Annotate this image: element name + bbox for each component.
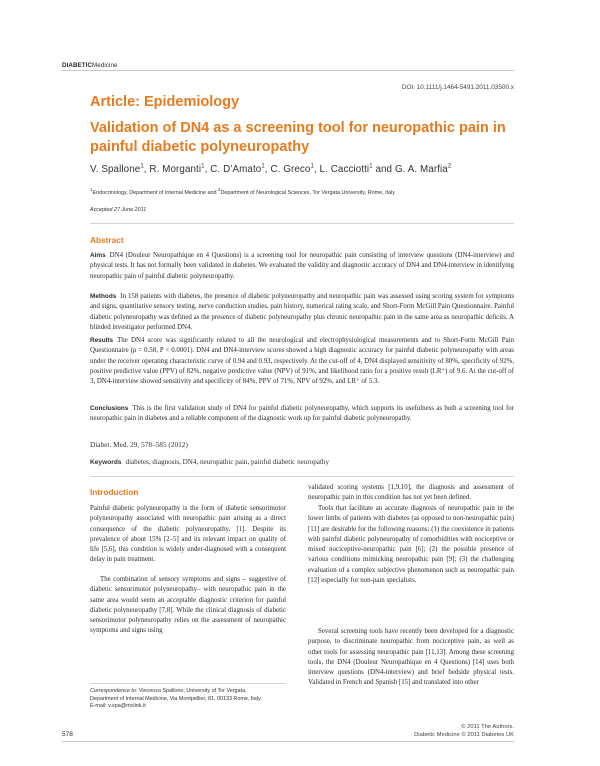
abstract-heading: Abstract	[90, 235, 124, 245]
author: R. Morganti$^1$,	[149, 164, 211, 176]
journal-name-rest: Medicine	[92, 62, 118, 69]
page-number: 578	[62, 731, 73, 738]
keywords: Keywords diabetes, diagnosis, DN4, neuropathic pain, painful diabetic neuropathy	[90, 458, 330, 466]
abstract-conclusions: Conclusions This is the first validation study of DN4 for painful diabetic polyneuropathy, which supports its usefulness as both a screening tool for neuropathic pain in diabetes and a reliable component of the diagnostic work up for painful diabetic polyneuropathy.	[90, 405, 514, 423]
intro-right-paragraph-3: Several screening tools have recently been developed for a diagnostic purpose, to discriminate neuropathic from nociceptive pain, as well as other tools for assessing neuropathic pain [11,13]. Among these screening tools, the DN4 (Douleur Neuropathique en 4 Questions) [14] uses both interview questions (DN4-interview) and brief bedside physical tests. Validated in French and Spanish [15] and translated into other	[308, 628, 514, 687]
correspondence-rule	[90, 683, 286, 684]
accepted-date: Accepted 27 June 2011	[90, 207, 147, 213]
journal-name	[62, 62, 118, 69]
introduction-heading: Introduction	[90, 487, 139, 497]
abstract-methods: Methods In 158 patients with diabetes, the presence of diabetic polyneuropathy and neuropathic pain was assessed using scoring system for symptoms and signs, quantitative sensory testing, nerve conduction studies, pain history, numerical rating scale, and Short-Form McGill Pain Questionnaire. Painful diabetic polyneuropathy was defined as the presence of diabetic polyneuropathy plus chronic neuropathic pain in the same area as neuropathic deficits. A blinded investigator performed DN4.	[90, 293, 514, 331]
section-divider	[90, 476, 514, 477]
copyright: © 2011 The Authors. Diabetic Medicine © 2011 Diabetes UK	[414, 724, 514, 738]
author-list	[90, 164, 451, 175]
header-rule	[62, 70, 514, 71]
section-divider	[90, 223, 514, 224]
abstract-results: Results The DN4 score was significantly related to all the neurological and electrophysiological measurements and to Short-Form McGill Pain Questionnaire (ρ = 0.58, P < 0.0001). DN4 and DN4-interview scores showed a high diagnostic accuracy for painful diabetic polyneuropathy with areas under the receiver operating characteristic curve of 0.94 and 0.93, respectively. At the cut-off of 4, DN4 displayed sensitivity of 80%, specificity of 92%, positive predictive value (PPV) of 82%, negative predictive value (NPV) of 91%, and likelihood ratio for a positive result (LR⁺) of 9.6. At the cut-off of 3, DN4-interview showed sensitivity and specificity of 84%, PPV of 71%, NPV of 92%, and LR⁺ of 5.3.	[90, 337, 514, 386]
correspondence: Correspondence to: Vincenza Spallone, University of Tor Vergata, Department of Internal Medicine, Via Montpellier, 81, 00133 Rome, Italy. E-mail: v.spa@mclink.it	[90, 688, 290, 711]
citation: Diabet. Med. 29, 578–585 (2012)	[90, 440, 188, 449]
intro-left-paragraph-2: The combination of sensory symptoms and signs – suggestive of diabetic sensorimotor polyneuropathy– with neuropathic pain in the same area would seem an acceptable diagnostic criterion for painful diabetic polyneuropathy [7,8]. While the clinical diagnosis of diabetic sensorimotor polyneuropathy relies on the assessment of neuropathic symptoms and signs using	[90, 576, 286, 635]
article-title: Validation of DN4 as a screening tool for neuropathic pain in painful diabetic polyneuropathy	[90, 120, 506, 155]
doi[interactable]: DOI: 10.1111/j.1464-5491.2011.03500.x	[401, 84, 514, 91]
author: C. Greco$^1$,	[270, 164, 320, 176]
author: L. Cacciotti$^1$ and	[319, 164, 395, 176]
article-type: Article: Epidemiology	[90, 94, 240, 110]
author: C. D’Amato$^1$,	[210, 164, 271, 176]
footer-rule	[62, 741, 514, 742]
journal-name-bold: DIABETIC	[62, 62, 93, 69]
abstract-aims: Aims DN4 (Douleur Neuropathique en 4 Questions) is a screening tool for neuropathic pain consisting of interview questions (DN4-interview) and physical tests. It has not formally been validated in diabetes. We evaluated the validity and diagnostic accuracy of DN4 and DN4-interview in identifying neuropathic pain of painful diabetic polyneuropathy.	[90, 252, 514, 280]
correspondence-email[interactable]: E-mail: v.spa@mclink.it	[90, 703, 146, 709]
author: G. A. Marfia$^2$	[394, 164, 452, 176]
affiliations: $^1$Endocrinology, Department of Internal Medicine and $^2$Department of Neurological Sciences, Tor Vergata University, Rome, Italy	[90, 187, 395, 196]
intro-right-paragraph-2: Tools that facilitate an accurate diagnosis of neuropathic pain in the lower limbs of patients with diabetes (as opposed to non-neuropathic pain) [11] are desirable for the following reasons: (1) the coexistence in patients with painful diabetic polyneuropathy of comorbidities with nociceptive or mixed nociceptive-neuropathic pain [6]; (2) the possible presence of various conditions mimicking neuropathic pain [9]; (3) the challenging evaluation of a complex subjective phenomenon such as neuropathic pain [12] especially for non-pain specialists.	[308, 505, 514, 585]
intro-left-paragraph-1: Painful diabetic polyneuropathy is the form of diabetic sensorimotor polyneuropathy associated with neuropathic pain arising as a direct consequence of the diabetic polyneuropathy. [1]. Despite its prevalence of about 15% [2–5] and its relevant impact on quality of life [5,6], this condition is widely under-diagnosed with a consequent delay in pain treatment.	[90, 505, 286, 564]
intro-right-paragraph-1: validated scoring systems [1,9,10], the diagnosis and assessment of neuropathic pain in this condition has not yet been defined.	[308, 484, 514, 502]
author: V. Spallone$^1$,	[90, 164, 150, 176]
